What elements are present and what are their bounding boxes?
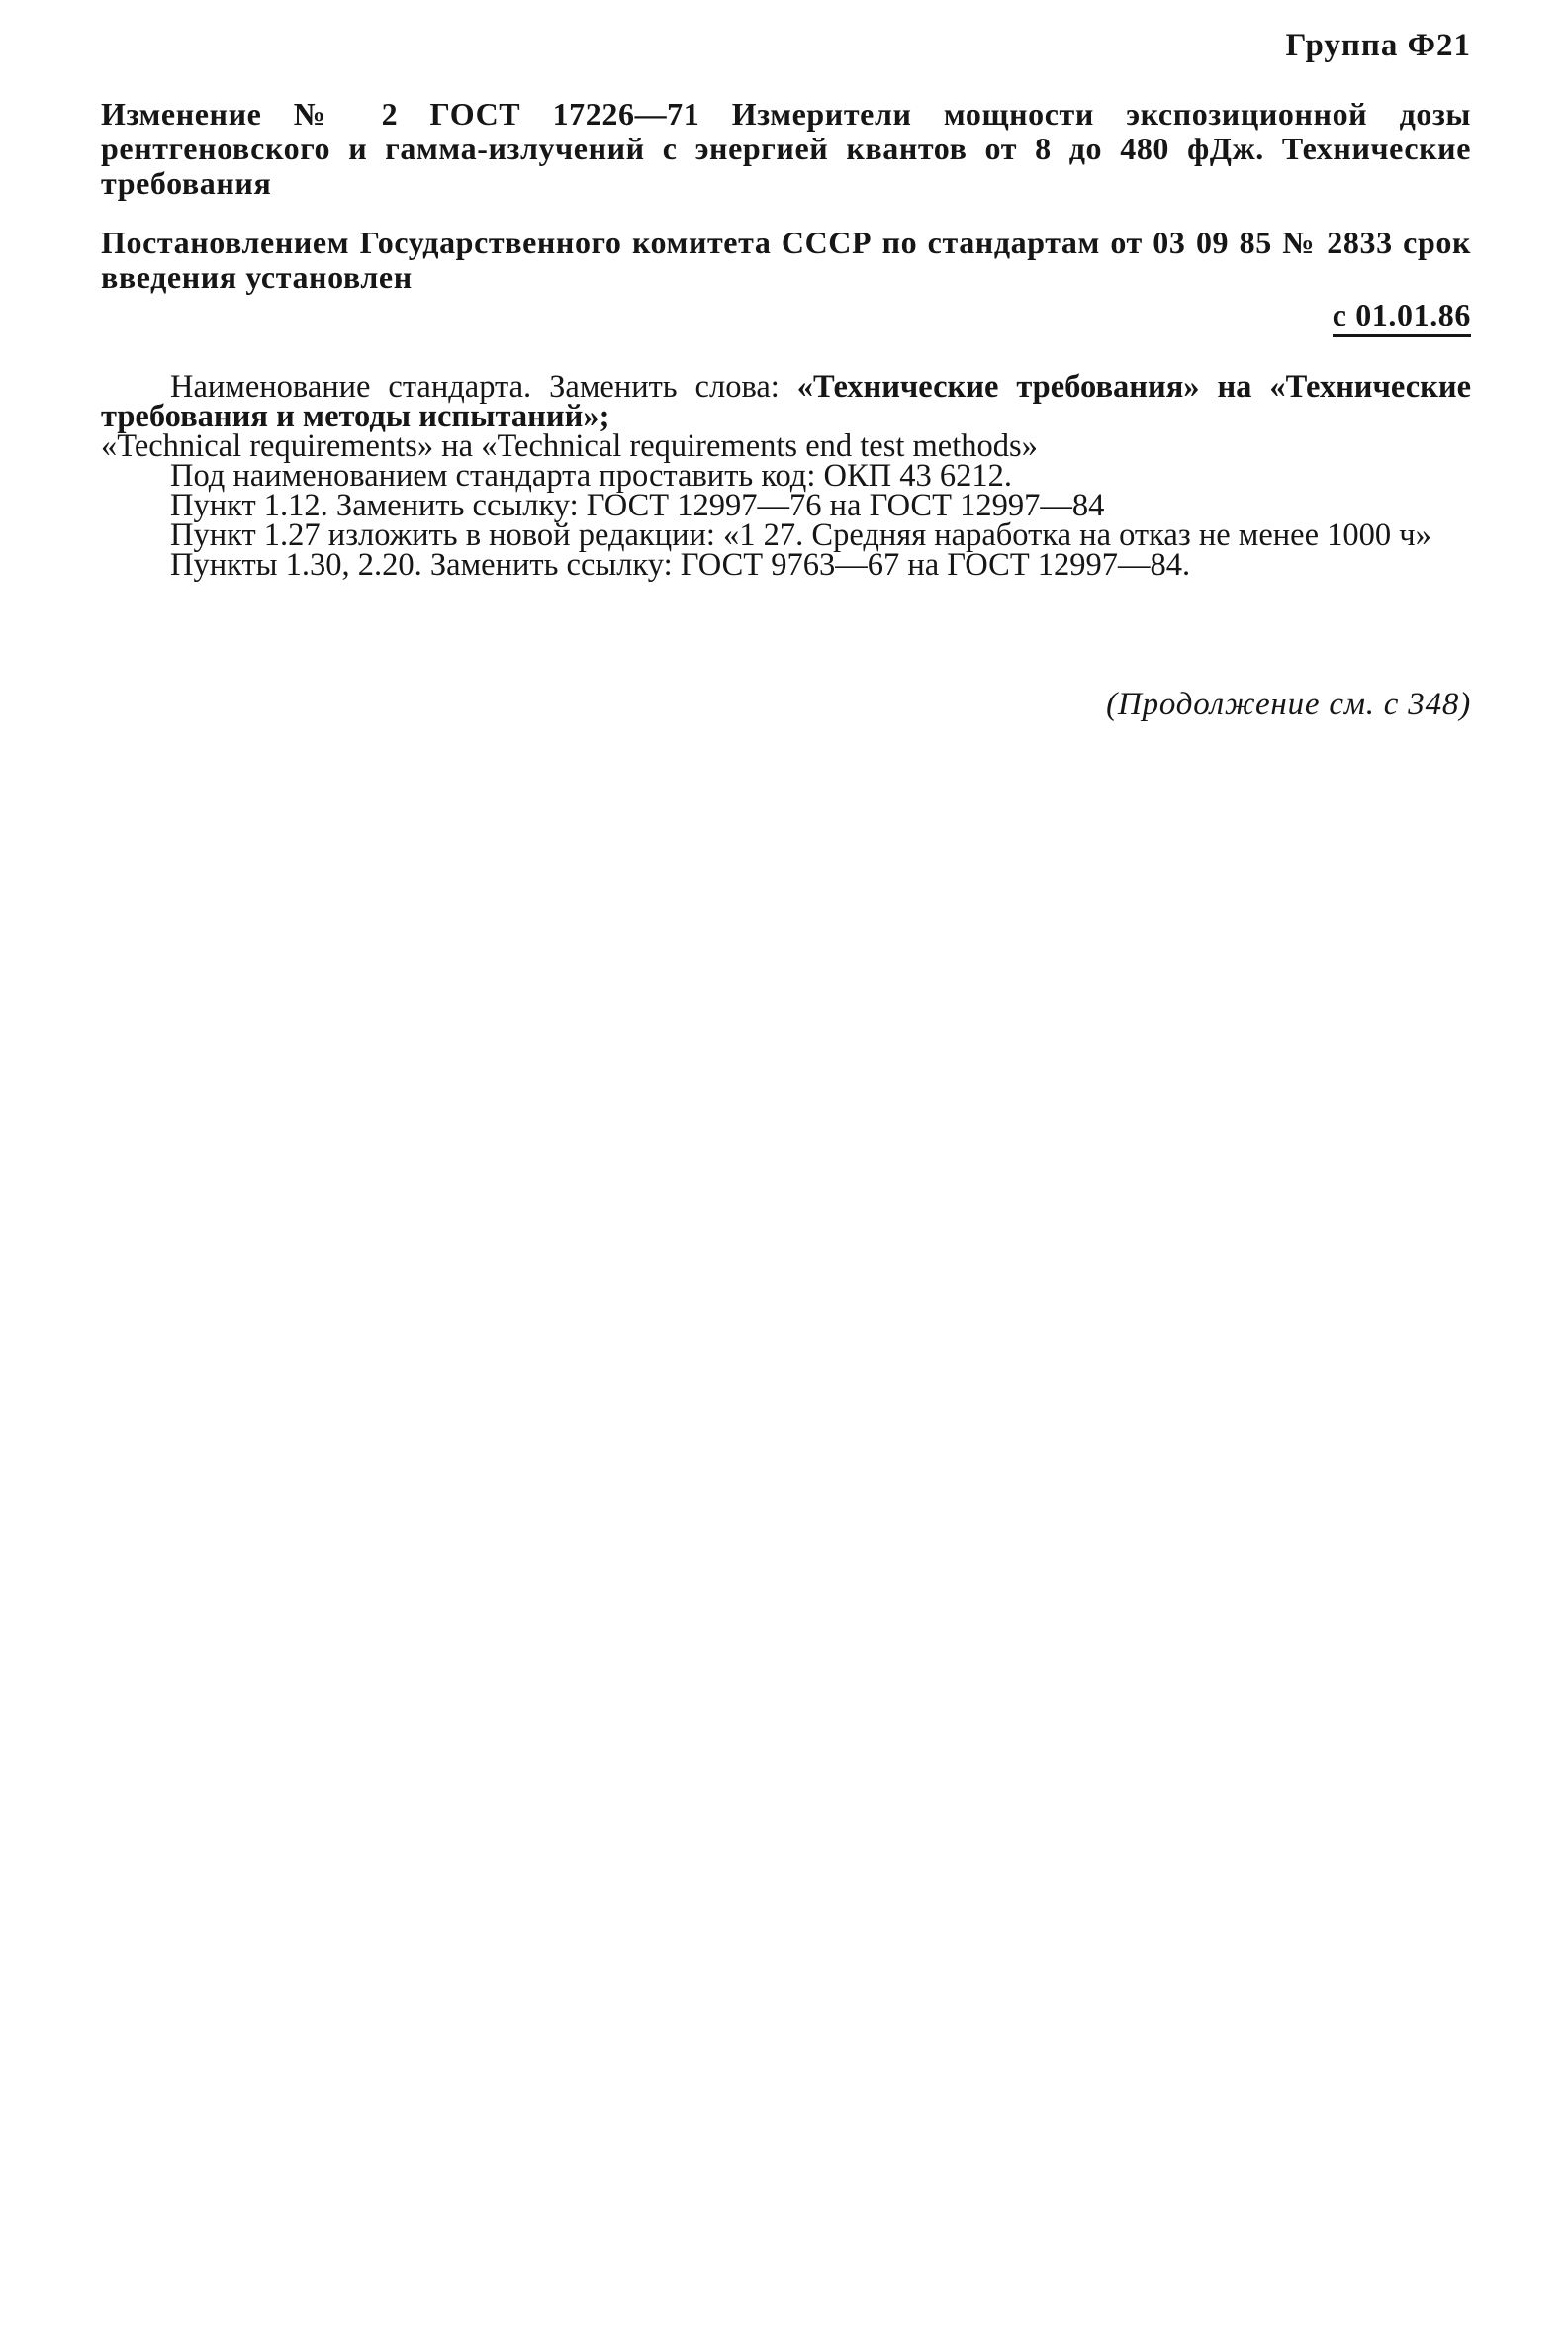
paragraph-item-1-12: Пункт 1.12. Заменить ссылку: ГОСТ 12997—76 на ГОСТ 12997—84 [170,488,1105,523]
paragraph-standard-name-text: Наименование стандарта. Заменить слова: [170,369,797,405]
paragraph-item-1-27: Пункт 1.27 изложить в новой редакции: «1 27. Средняя наработка на отказ не менее 1000 ч» [170,517,1431,553]
group-label: Группа Ф21 [1285,28,1471,63]
decree-text: Постановлением Государственного комитета СССР по стандартам от 03 09 85 № 2833 срок введения установлен [101,225,1471,295]
paragraph-standard-name-bold: «Технические требования» на «Технические требования и методы испытаний»; [101,369,1471,434]
effective-date: с 01.01.86 [1333,297,1471,337]
paragraph-english-name: «Technical requirements» на «Technical requirements end test methods» [101,428,1038,464]
amendment-title: Изменение № 2 ГОСТ 17226—71 Измерители мощности экспозиционной дозы рентгеновского и гамма-излучений с энергией квантов от 8 до 480 фДж. Технические требования [101,96,1471,201]
paragraph-okp-code: Под наименованием стандарта проставить код: ОКП 43 6212. [170,458,1012,494]
paragraph-standard-name [101,369,1471,434]
paragraph-items-1-30-2-20: Пункты 1.30, 2.20. Заменить ссылку: ГОСТ 9763—67 на ГОСТ 12997—84. [170,547,1191,583]
continuation-note: (Продолжение см. с 348) [1106,687,1471,722]
amendment-body [101,369,1471,583]
